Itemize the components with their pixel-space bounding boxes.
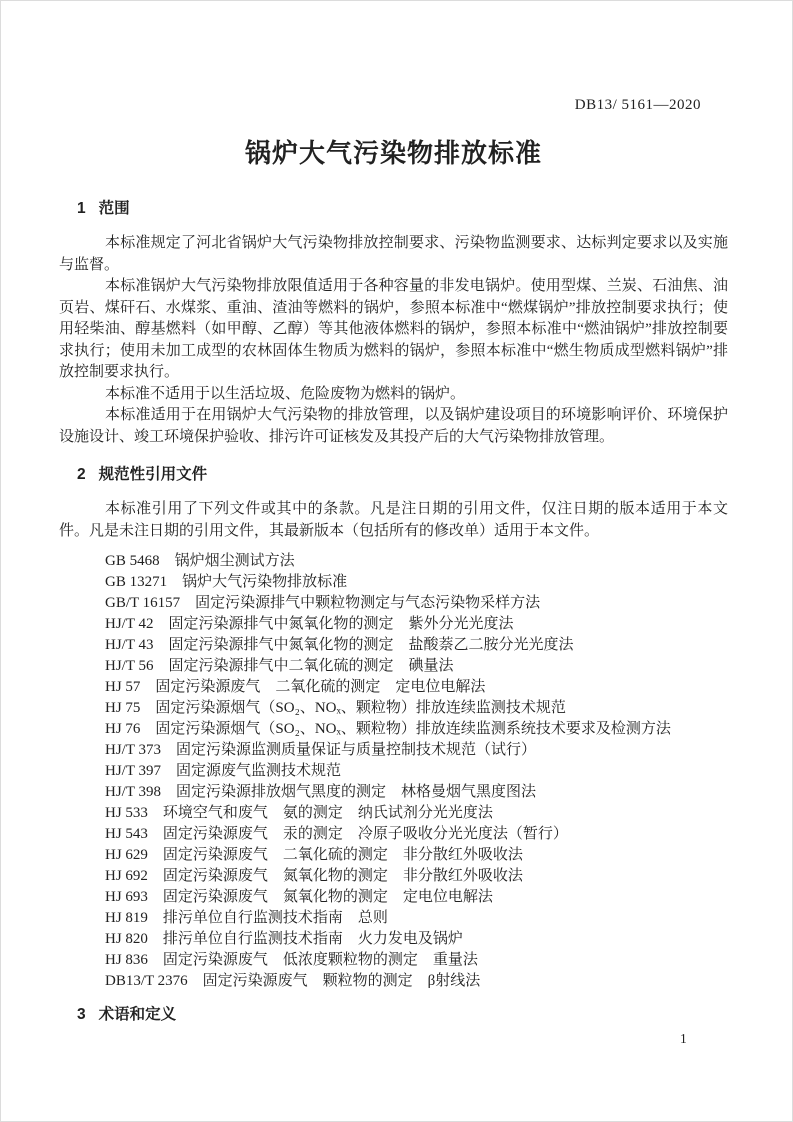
- reference-item: [59, 782, 728, 803]
- reference-item: [59, 761, 728, 782]
- reference-code: GB 5468: [105, 553, 160, 569]
- reference-title: 锅炉烟尘测试方法: [174, 553, 295, 569]
- reference-title: 固定污染源废气 低浓度颗粒物的测定 重量法: [162, 952, 478, 968]
- reference-item: [59, 572, 728, 593]
- reference-code: GB 13271: [105, 574, 168, 590]
- reference-code: HJ 533: [105, 805, 148, 821]
- reference-code: DB13/T 2376: [105, 973, 188, 989]
- reference-item: [59, 929, 728, 950]
- page-content: [59, 1, 728, 1026]
- reference-title: 排污单位自行监测技术指南 总则: [162, 910, 388, 926]
- reference-title: 固定污染源废气 氮氧化物的测定 非分散红外吸收法: [162, 868, 523, 884]
- reference-code: HJ 629: [105, 847, 148, 863]
- reference-code: HJ/T 373: [105, 742, 161, 758]
- section-1-paragraph-2: 本标准锅炉大气污染物排放限值适用于各种容量的非发电锅炉。使用型煤、兰炭、石油焦、油页岩、煤矸石、水煤浆、重油、渣油等燃料的锅炉，参照本标准中“燃煤锅炉”排放控制要求执行；使用轻柴油、醇基燃料（如甲醇、乙醇）等其他液体燃料的锅炉，参照本标准中“燃油锅炉”排放控制要求执行；使用未加工成型的农林固体生物质为燃料的锅炉，参照本标准中“燃生物质成型燃料锅炉”排放控制要求执行。: [59, 278, 728, 380]
- reference-list: [59, 551, 728, 992]
- reference-title: 固定污染源排气中氮氧化物的测定 紫外分光光度法: [168, 616, 514, 632]
- reference-code: HJ 820: [105, 931, 148, 947]
- section-1-paragraph-3: 本标准不适用于以生活垃圾、危险废物为燃料的锅炉。: [105, 385, 466, 402]
- reference-title: 固定污染源排气中氮氧化物的测定 盐酸萘乙二胺分光光度法: [168, 637, 574, 653]
- reference-code: HJ 836: [105, 952, 148, 968]
- section-3-heading: [59, 1004, 728, 1026]
- reference-title: 环境空气和废气 氨的测定 纳氏试剂分光光度法: [162, 805, 493, 821]
- reference-item: [59, 908, 728, 929]
- section-3-title: 术语和定义: [98, 1006, 177, 1023]
- section-1-heading: [59, 198, 728, 220]
- reference-item: [59, 551, 728, 572]
- section-1-number: 1: [77, 200, 86, 217]
- reference-code: GB/T 16157: [105, 595, 181, 611]
- reference-title: 固定污染源排气中二氧化硫的测定 碘量法: [168, 658, 454, 674]
- reference-title: 固定污染源废气 氮氧化物的测定 定电位电解法: [162, 889, 493, 905]
- reference-title: 固定污染源废气 二氧化硫的测定 非分散红外吸收法: [162, 847, 523, 863]
- section-1-paragraph-1: 本标准规定了河北省锅炉大气污染物排放控制要求、污染物监测要求、达标判定要求以及实施与监督。: [59, 235, 728, 273]
- reference-item: [59, 719, 728, 740]
- reference-item: [59, 677, 728, 698]
- reference-code: HJ 57: [105, 679, 141, 695]
- reference-title: 固定污染源废气 二氧化硫的测定 定电位电解法: [155, 679, 486, 695]
- reference-item: [59, 656, 728, 677]
- section-2-number: 2: [77, 466, 86, 483]
- reference-item: [59, 950, 728, 971]
- reference-item: [59, 635, 728, 656]
- reference-code: HJ 75: [105, 700, 141, 716]
- reference-code: HJ 819: [105, 910, 148, 926]
- reference-title: 固定污染源监测质量保证与质量控制技术规范（试行）: [175, 742, 536, 758]
- reference-code: HJ/T 398: [105, 784, 161, 800]
- reference-title: 固定污染源排气中颗粒物测定与气态污染物采样方法: [195, 595, 541, 611]
- reference-title: 排污单位自行监测技术指南 火力发电及锅炉: [162, 931, 463, 947]
- reference-item: [59, 614, 728, 635]
- reference-item: [59, 698, 728, 719]
- reference-item: [59, 803, 728, 824]
- reference-code: HJ 543: [105, 826, 148, 842]
- section-2-intro-paragraph: 本标准引用了下列文件或其中的条款。凡是注日期的引用文件，仅注日期的版本适用于本文件。凡是未注日期的引用文件，其最新版本（包括所有的修改单）适用于本文件。: [59, 501, 728, 539]
- reference-code: HJ/T 43: [105, 637, 154, 653]
- page-number: 1: [680, 1031, 687, 1046]
- section-2-title: 规范性引用文件: [98, 466, 208, 483]
- reference-title: 固定污染源烟气（SO₂、NOₓ、颗粒物）排放连续监测技术规范: [155, 700, 566, 716]
- reference-code: HJ 76: [105, 721, 141, 737]
- reference-title: 固定污染源排放烟气黑度的测定 林格曼烟气黑度图法: [175, 784, 536, 800]
- header-standard-code: DB13/ 5161—2020: [574, 97, 701, 113]
- section-1-paragraph-4: 本标准适用于在用锅炉大气污染物的排放管理，以及锅炉建设项目的环境影响评价、环境保护设施设计、竣工环境保护验收、排污许可证核发及其投产后的大气污染物排放管理。: [59, 407, 728, 445]
- reference-item: [59, 845, 728, 866]
- reference-item: [59, 740, 728, 761]
- reference-item: [59, 971, 728, 992]
- reference-title: 锅炉大气污染物排放标准: [182, 574, 348, 590]
- reference-item: [59, 866, 728, 887]
- reference-title: 固定源废气监测技术规范: [175, 763, 341, 779]
- section-2-heading: [59, 464, 728, 486]
- reference-code: HJ/T 42: [105, 616, 154, 632]
- reference-title: 固定污染源废气 汞的测定 冷原子吸收分光光度法（暂行）: [162, 826, 568, 842]
- reference-code: HJ 693: [105, 889, 148, 905]
- reference-title: 固定污染源废气 颗粒物的测定 β射线法: [202, 973, 481, 989]
- reference-code: HJ/T 56: [105, 658, 154, 674]
- reference-code: HJ 692: [105, 868, 148, 884]
- section-3-number: 3: [77, 1006, 86, 1023]
- reference-item: [59, 824, 728, 845]
- reference-item: [59, 887, 728, 908]
- reference-item: [59, 593, 728, 614]
- section-1-title: 范围: [98, 200, 130, 217]
- reference-title: 固定污染源烟气（SO₂、NOₓ、颗粒物）排放连续监测系统技术要求及检测方法: [155, 721, 671, 737]
- document-title: 锅炉大气污染物排放标准: [244, 138, 542, 168]
- reference-code: HJ/T 397: [105, 763, 161, 779]
